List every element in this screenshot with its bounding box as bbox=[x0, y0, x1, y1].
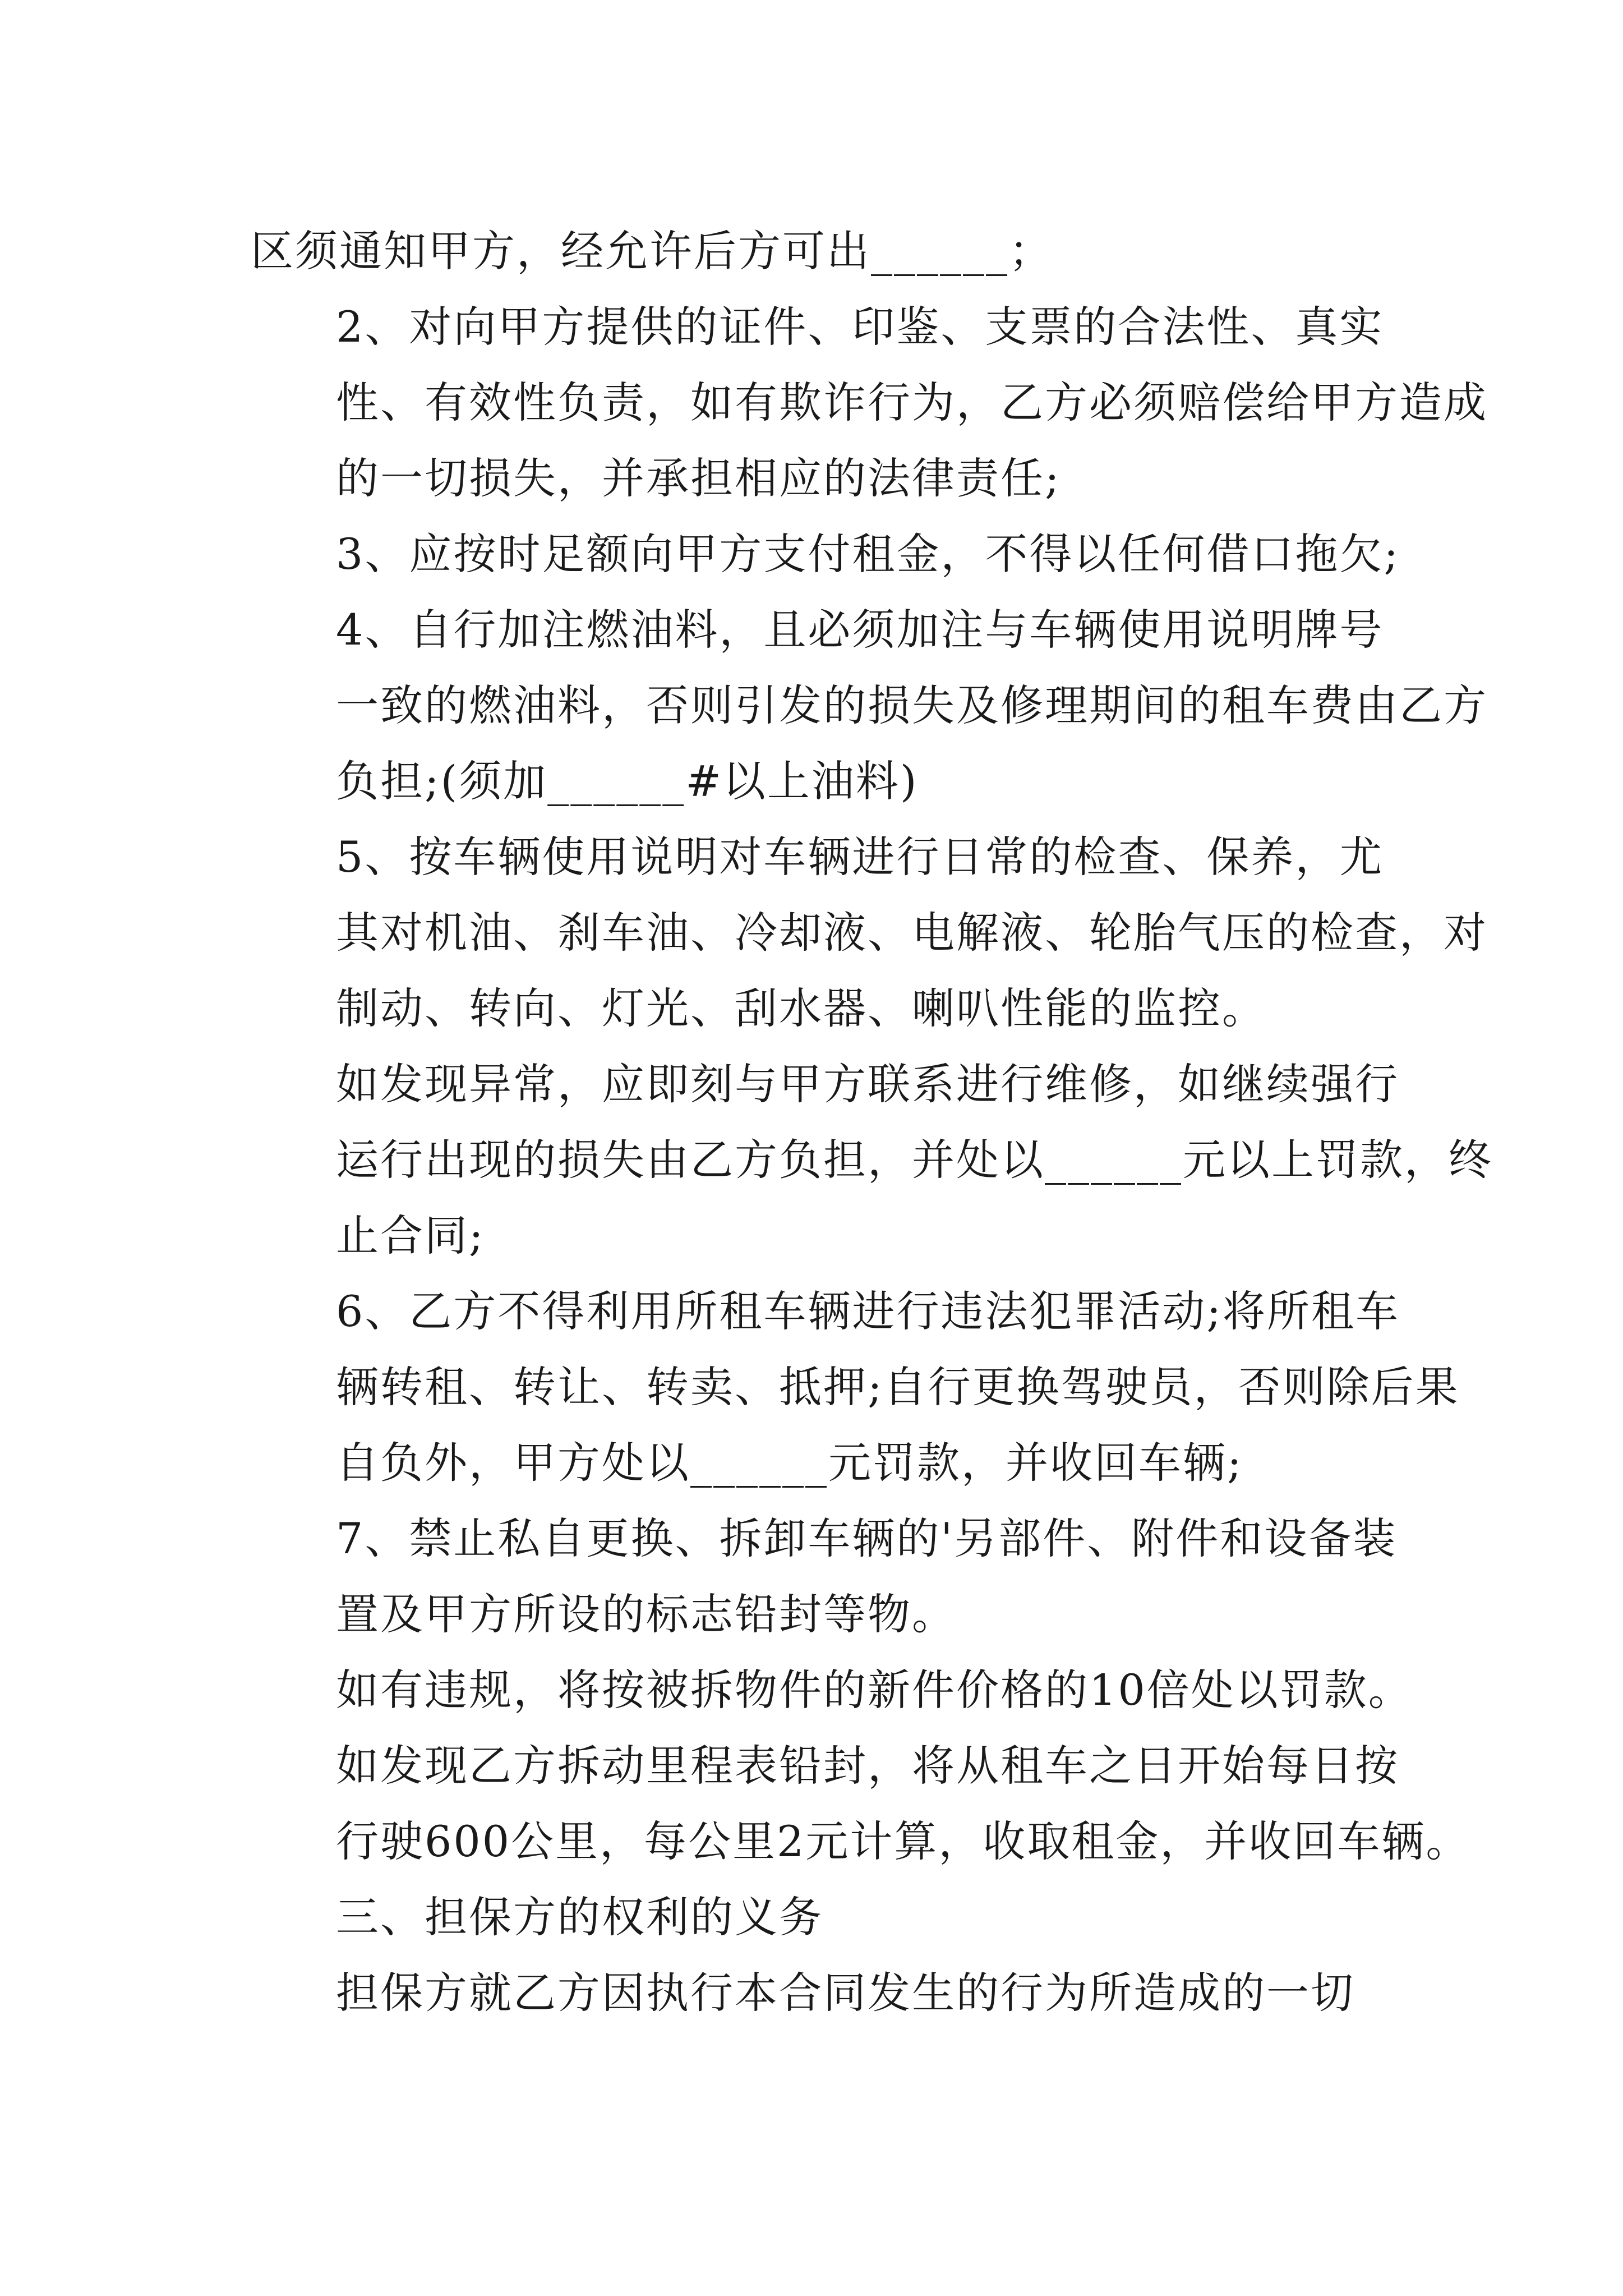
text-line: 如发现异常，应即刻与甲方联系进行维修，如继续强行 bbox=[336, 1059, 1399, 1109]
paragraph bbox=[251, 1955, 1389, 2031]
text-line: 的一切损失，并承担相应的法律责任; bbox=[336, 453, 1061, 503]
text-line: 自负外，甲方处以______元罚款，并收回车辆; bbox=[336, 1438, 1243, 1488]
paragraph bbox=[251, 1728, 1470, 1879]
paragraph bbox=[251, 1652, 1413, 1728]
paragraph bbox=[251, 213, 1389, 289]
text-line: 性、有效性负责，如有欺诈行为，乙方必须赔偿给甲方造成 bbox=[336, 378, 1488, 427]
text-line: 7、禁止私自更换、拆卸车辆的'另部件、附件和设备装 bbox=[336, 1513, 1398, 1563]
paragraph bbox=[251, 289, 1488, 516]
text-line: 4、自行加注燃油料，且必须加注与车辆使用说明牌号 bbox=[336, 605, 1384, 655]
text-line: 2、对向甲方提供的证件、印鉴、支票的合法性、真实 bbox=[336, 302, 1384, 352]
text-line: 如发现乙方拆动里程表铅封，将从租车之日开始每日按 bbox=[336, 1741, 1399, 1791]
paragraph bbox=[251, 1879, 1389, 1955]
text-line: 制动、转向、灯光、刮水器、喇叭性能的监控。 bbox=[336, 983, 1266, 1033]
text-line: 行驶600公里，每公里2元计算，收取租金，并收回车辆。 bbox=[336, 1816, 1470, 1866]
text-line: 如有违规，将按被拆物件的新件价格的10倍处以罚款。 bbox=[336, 1665, 1413, 1715]
text-line: 辆转租、转让、转卖、抵押;自行更换驾驶员，否则除后果 bbox=[336, 1362, 1460, 1412]
text-line: 止合同; bbox=[336, 1211, 485, 1260]
paragraph bbox=[251, 819, 1488, 1046]
paragraph bbox=[251, 1273, 1460, 1501]
text-line: 其对机油、刹车油、冷却液、电解液、轮胎气压的检查，对 bbox=[336, 908, 1488, 958]
text-line: 三、担保方的权利的义务 bbox=[336, 1892, 823, 1942]
text-line: 一致的燃油料，否则引发的损失及修理期间的租车费由乙方 bbox=[336, 680, 1488, 730]
paragraph bbox=[251, 1046, 1493, 1273]
paragraph bbox=[251, 1501, 1398, 1652]
paragraph bbox=[251, 516, 1400, 592]
text-line: 区须通知甲方，经允许后方可出______； bbox=[251, 226, 1053, 276]
text-line: 担保方就乙方因执行本合同发生的行为所造成的一切 bbox=[336, 1968, 1355, 2018]
text-line: 5、按车辆使用说明对车辆进行日常的检查、保养，尤 bbox=[336, 832, 1384, 882]
text-line: 负担;(须加______#以上油料) bbox=[336, 756, 919, 806]
document-page bbox=[251, 213, 1493, 2031]
text-line: 3、应按时足额向甲方支付租金，不得以任何借口拖欠; bbox=[336, 529, 1400, 579]
text-line: 运行出现的损失由乙方负担，并处以______元以上罚款，终 bbox=[336, 1135, 1493, 1185]
text-line: 置及甲方所设的标志铅封等物。 bbox=[336, 1589, 956, 1639]
paragraph bbox=[251, 592, 1488, 819]
document-body bbox=[251, 213, 1493, 2031]
text-line: 6、乙方不得利用所租车辆进行违法犯罪活动;将所租车 bbox=[336, 1286, 1400, 1336]
